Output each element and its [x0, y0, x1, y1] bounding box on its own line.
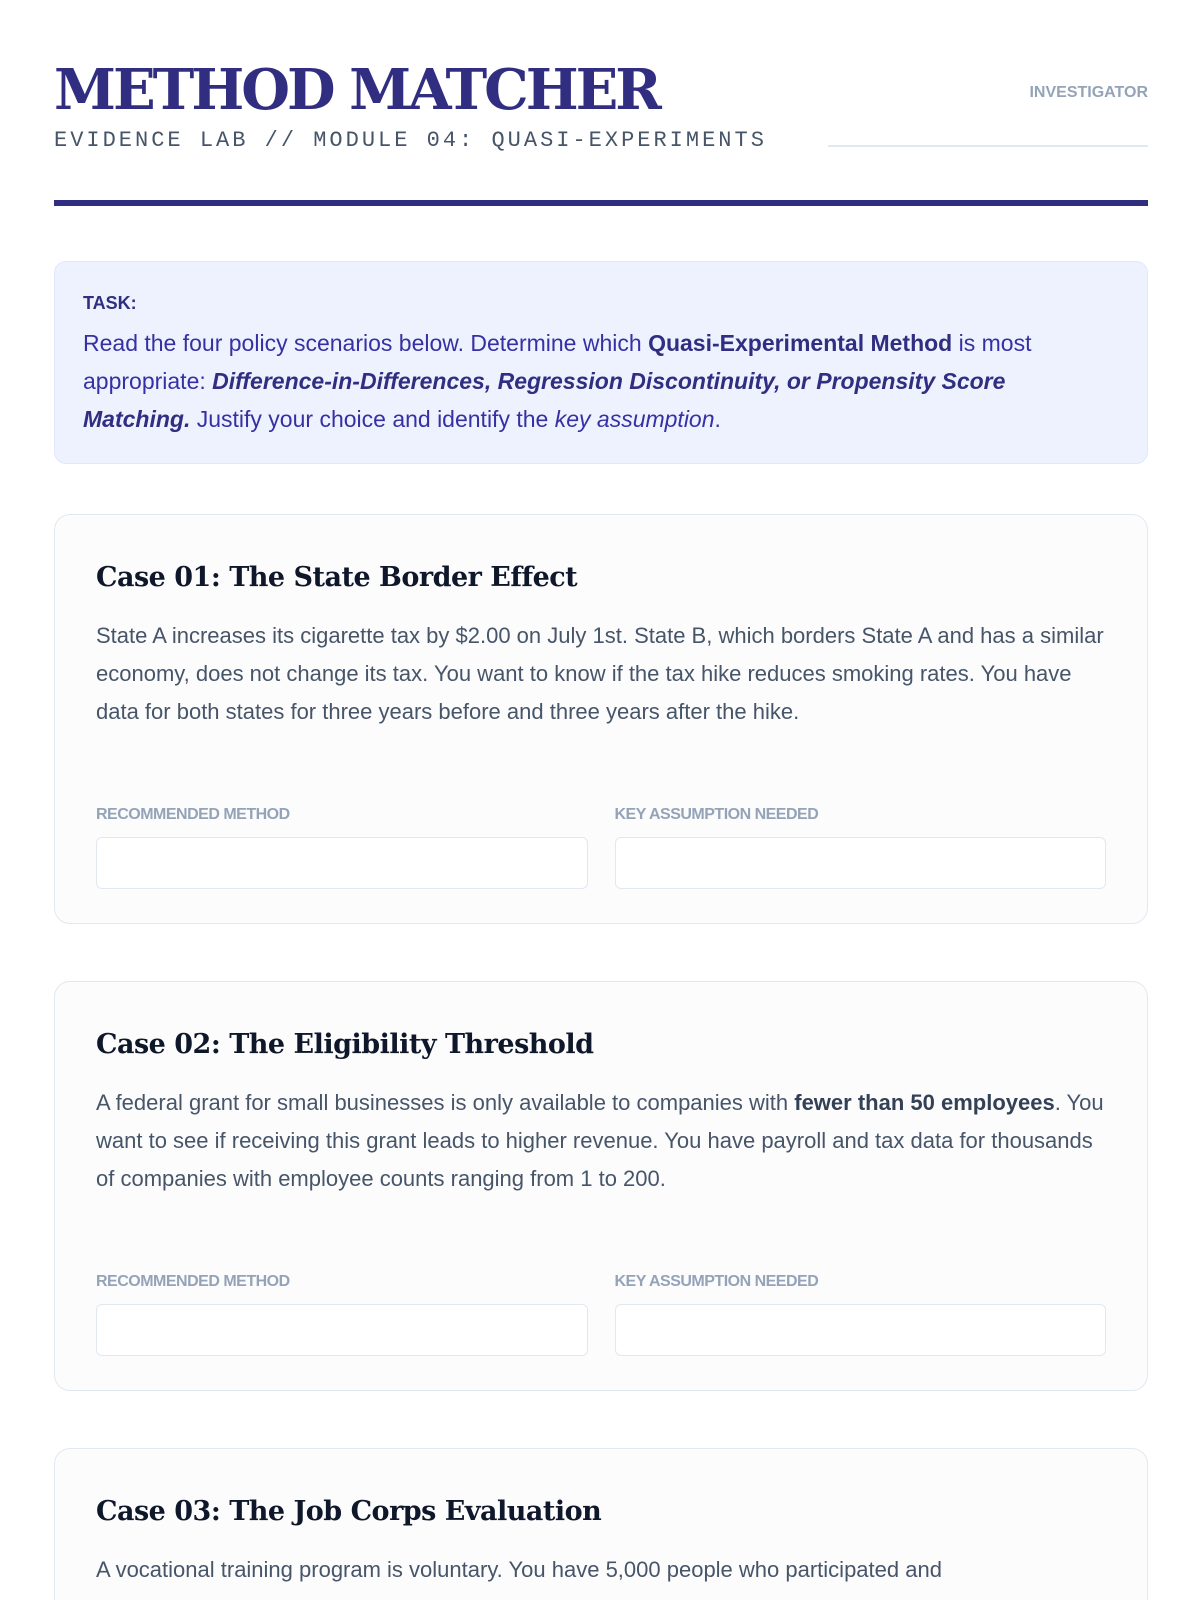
method-field	[96, 1272, 588, 1356]
task-text-part: Read the four policy scenarios below. Determine which	[83, 330, 649, 356]
case-fields	[96, 805, 1106, 889]
method-input[interactable]	[96, 837, 588, 889]
case-body-part: . You want to see if receiving this grant leads to higher revenue. You have payroll and tax data for thousands of companies with employee counts ranging from 1 to 200.	[96, 1090, 1104, 1191]
task-text-italic: key assumption	[554, 406, 715, 432]
case-fields	[96, 1272, 1106, 1356]
case-title: Case 03: The Job Corps Evaluation	[96, 1496, 602, 1527]
method-input[interactable]	[96, 1304, 588, 1356]
case-card-01	[54, 514, 1148, 924]
case-body: State A increases its cigarette tax by $2.00 on July 1st. State B, which borders State A and has a similar economy, does not change its tax. You want to know if the tax hike reduces smoking rates. You have data for both states for three years before and three years after the hike.	[96, 623, 1104, 724]
case-body-part: A federal grant for small businesses is only available to companies with	[96, 1090, 795, 1115]
task-box	[54, 261, 1148, 464]
page-title: METHOD MATCHER	[54, 57, 659, 123]
case-body-bold: fewer than 50 employees	[794, 1090, 1055, 1115]
task-text-part: is most appropriate:	[83, 330, 1032, 394]
method-field	[96, 805, 588, 889]
investigator-label: INVESTIGATOR	[1029, 84, 1148, 101]
assumption-input[interactable]	[615, 837, 1107, 889]
assumption-field	[615, 1272, 1107, 1356]
case-body	[96, 1084, 1106, 1198]
task-text	[83, 324, 1119, 438]
assumption-field	[615, 805, 1107, 889]
page-header	[54, 58, 1148, 208]
task-method-list: Difference-in-Differences, Regression Discontinuity, or Propensity Score Matching.	[83, 368, 1006, 432]
task-text-bold: Quasi-Experimental Method	[648, 330, 953, 356]
case-title: Case 02: The Eligibility Threshold	[96, 1029, 594, 1060]
task-text-part: Justify your choice and identify the	[190, 406, 555, 432]
assumption-label: KEY ASSUMPTION NEEDED	[614, 1273, 819, 1290]
task-text-part: .	[714, 406, 721, 432]
task-label: TASK:	[83, 293, 137, 313]
case-title: Case 01: The State Border Effect	[96, 562, 578, 593]
method-label: RECOMMENDED METHOD	[96, 1273, 290, 1290]
assumption-label: KEY ASSUMPTION NEEDED	[614, 806, 819, 823]
assumption-input[interactable]	[615, 1304, 1107, 1356]
header-divider	[54, 200, 1148, 206]
investigator-signature-line[interactable]	[828, 145, 1148, 147]
case-card-02	[54, 981, 1148, 1391]
case-body: A vocational training program is voluntary. You have 5,000 people who participated and	[96, 1557, 942, 1582]
page-subtitle: EVIDENCE LAB // MODULE 04: QUASI-EXPERIMENTS	[54, 128, 767, 153]
method-label: RECOMMENDED METHOD	[96, 806, 290, 823]
case-card-03	[54, 1448, 1148, 1600]
